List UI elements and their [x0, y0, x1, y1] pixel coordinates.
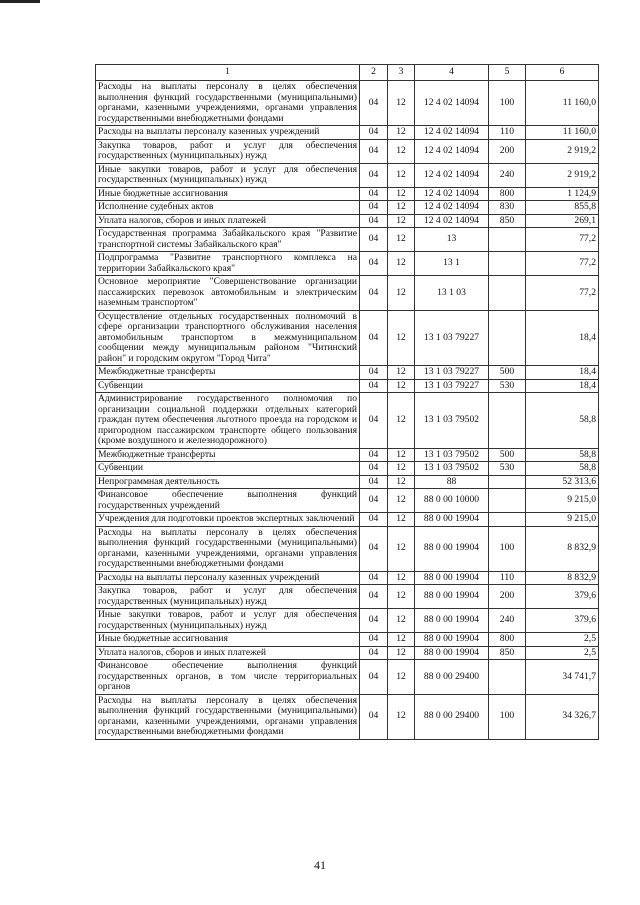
subsection-code-cell: 12 [388, 489, 415, 513]
subsection-code-cell: 12 [388, 694, 415, 739]
target-article-cell: 88 0 00 19904 [415, 571, 489, 585]
expense-type-cell [489, 252, 526, 276]
table-row [96, 633, 599, 647]
column-header: 2 [360, 65, 388, 81]
expense-type-cell: 850 [489, 214, 526, 228]
section-code-cell: 04 [360, 81, 388, 126]
row-name-cell: Иные закупки товаров, работ и услуг для обеспечения государственных (муниципальных) нужд [96, 609, 360, 633]
amount-cell: 52 313,6 [526, 475, 599, 489]
target-article-cell: 88 0 00 19904 [415, 609, 489, 633]
target-article-cell: 88 0 00 10000 [415, 489, 489, 513]
amount-cell: 2 919,2 [526, 139, 599, 163]
section-code-cell: 04 [360, 660, 388, 695]
expense-type-cell: 240 [489, 163, 526, 187]
subsection-code-cell: 12 [388, 187, 415, 201]
target-article-cell: 13 1 03 79502 [415, 448, 489, 462]
target-article-cell: 88 0 00 29400 [415, 694, 489, 739]
column-header: 3 [388, 65, 415, 81]
row-name-cell: Расходы на выплаты персоналу в целях обеспечения выполнения функций государственными (муниципальными) органами, казенными учреждениями, органами управления государственными внебюджетными фондами [96, 526, 360, 571]
amount-cell: 18,4 [526, 310, 599, 366]
row-name-cell: Финансовое обеспечение выполнения функций государственных органов, в том числе территориальных органов [96, 660, 360, 695]
table-row [96, 163, 599, 187]
amount-cell: 855,8 [526, 201, 599, 215]
table-row [96, 139, 599, 163]
table-row [96, 489, 599, 513]
expense-type-cell [489, 660, 526, 695]
subsection-code-cell: 12 [388, 646, 415, 660]
expense-type-cell [489, 310, 526, 366]
expense-type-cell [489, 513, 526, 527]
section-code-cell: 04 [360, 187, 388, 201]
table-row [96, 393, 599, 449]
target-article-cell: 88 0 00 29400 [415, 660, 489, 695]
section-code-cell: 04 [360, 379, 388, 393]
target-article-cell: 12 4 02 14094 [415, 126, 489, 140]
table-row [96, 609, 599, 633]
target-article-cell: 88 0 00 19904 [415, 513, 489, 527]
expense-type-cell: 100 [489, 81, 526, 126]
target-article-cell: 12 4 02 14094 [415, 214, 489, 228]
expense-type-cell: 530 [489, 379, 526, 393]
amount-cell: 269,1 [526, 214, 599, 228]
section-code-cell: 04 [360, 448, 388, 462]
table-row [96, 214, 599, 228]
column-header: 1 [96, 65, 360, 81]
expense-type-cell: 800 [489, 633, 526, 647]
section-code-cell: 04 [360, 585, 388, 609]
amount-cell: 11 160,0 [526, 81, 599, 126]
section-code-cell: 04 [360, 252, 388, 276]
expense-type-cell: 500 [489, 366, 526, 380]
row-name-cell: Администрирование государственного полномочия по организации социальной поддержки отдельных категорий граждан путем обеспечения льготного проезда на городском и пригородном пассажирском транспорте общего пользования (кроме воздушного и железнодорожного) [96, 393, 360, 449]
amount-cell: 77,2 [526, 276, 599, 311]
table-row [96, 252, 599, 276]
row-name-cell: Иные закупки товаров, работ и услуг для обеспечения государственных (муниципальных) нужд [96, 163, 360, 187]
target-article-cell: 12 4 02 14094 [415, 187, 489, 201]
target-article-cell: 88 0 00 19904 [415, 633, 489, 647]
section-code-cell: 04 [360, 694, 388, 739]
expense-type-cell: 830 [489, 201, 526, 215]
table-row [96, 310, 599, 366]
row-name-cell: Иные бюджетные ассигнования [96, 187, 360, 201]
expense-type-cell: 100 [489, 694, 526, 739]
table-row [96, 228, 599, 252]
amount-cell: 8 832,9 [526, 526, 599, 571]
table-row [96, 475, 599, 489]
expense-type-cell: 800 [489, 187, 526, 201]
section-code-cell: 04 [360, 633, 388, 647]
table-row [96, 660, 599, 695]
row-name-cell: Подпрограмма "Развитие транспортного комплекса на территории Забайкальского края" [96, 252, 360, 276]
expense-type-cell: 530 [489, 462, 526, 476]
amount-cell: 77,2 [526, 228, 599, 252]
section-code-cell: 04 [360, 126, 388, 140]
top-edge-mark [0, 0, 40, 3]
table-row [96, 81, 599, 126]
row-name-cell: Расходы на выплаты персоналу в целях обеспечения выполнения функций государственными (муниципальными) органами, казенными учреждениями, органами управления государственными внебюджетными фондами [96, 694, 360, 739]
amount-cell: 11 160,0 [526, 126, 599, 140]
section-code-cell: 04 [360, 214, 388, 228]
row-name-cell: Субвенции [96, 379, 360, 393]
row-name-cell: Расходы на выплаты персоналу в целях обеспечения выполнения функций государственными (муниципальными) органами, казенными учреждениями, органами управления государственными внебюджетными фондами [96, 81, 360, 126]
row-name-cell: Межбюджетные трансферты [96, 366, 360, 380]
target-article-cell: 12 4 02 14094 [415, 139, 489, 163]
row-name-cell: Расходы на выплаты персоналу казенных учреждений [96, 571, 360, 585]
expense-type-cell [489, 228, 526, 252]
amount-cell: 58,8 [526, 448, 599, 462]
column-header: 6 [526, 65, 599, 81]
row-name-cell: Межбюджетные трансферты [96, 448, 360, 462]
section-code-cell: 04 [360, 201, 388, 215]
page-number: 41 [314, 858, 326, 872]
section-code-cell: 04 [360, 646, 388, 660]
amount-cell: 1 124,9 [526, 187, 599, 201]
expense-type-cell: 110 [489, 571, 526, 585]
section-code-cell: 04 [360, 513, 388, 527]
section-code-cell: 04 [360, 489, 388, 513]
section-code-cell: 04 [360, 366, 388, 380]
column-header: 4 [415, 65, 489, 81]
expense-type-cell [489, 276, 526, 311]
expense-type-cell [489, 475, 526, 489]
amount-cell: 9 215,0 [526, 513, 599, 527]
table-row [96, 448, 599, 462]
target-article-cell: 12 4 02 14094 [415, 81, 489, 126]
expense-type-cell [489, 393, 526, 449]
expense-type-cell: 500 [489, 448, 526, 462]
amount-cell: 379,6 [526, 585, 599, 609]
amount-cell: 379,6 [526, 609, 599, 633]
row-name-cell: Учреждения для подготовки проектов экспертных заключений [96, 513, 360, 527]
amount-cell: 2 919,2 [526, 163, 599, 187]
amount-cell: 18,4 [526, 379, 599, 393]
row-name-cell: Уплата налогов, сборов и иных платежей [96, 646, 360, 660]
amount-cell: 9 215,0 [526, 489, 599, 513]
subsection-code-cell: 12 [388, 252, 415, 276]
section-code-cell: 04 [360, 310, 388, 366]
amount-cell: 58,8 [526, 462, 599, 476]
amount-cell: 77,2 [526, 252, 599, 276]
section-code-cell: 04 [360, 163, 388, 187]
table-row [96, 187, 599, 201]
expense-type-cell: 850 [489, 646, 526, 660]
target-article-cell: 13 1 [415, 252, 489, 276]
budget-table [95, 64, 599, 740]
target-article-cell: 13 1 03 79227 [415, 310, 489, 366]
amount-cell: 34 326,7 [526, 694, 599, 739]
section-code-cell: 04 [360, 526, 388, 571]
subsection-code-cell: 12 [388, 633, 415, 647]
section-code-cell: 04 [360, 393, 388, 449]
subsection-code-cell: 12 [388, 228, 415, 252]
table-row [96, 276, 599, 311]
table-row [96, 694, 599, 739]
section-code-cell: 04 [360, 475, 388, 489]
section-code-cell: 04 [360, 276, 388, 311]
expense-type-cell: 200 [489, 139, 526, 163]
table-row [96, 571, 599, 585]
subsection-code-cell: 12 [388, 526, 415, 571]
table-header-row [96, 65, 599, 81]
column-header: 5 [489, 65, 526, 81]
target-article-cell: 13 1 03 79227 [415, 379, 489, 393]
subsection-code-cell: 12 [388, 571, 415, 585]
target-article-cell: 13 [415, 228, 489, 252]
row-name-cell: Основное мероприятие "Совершенствование организации пассажирских перевозок автомобильным и электрическим наземным транспортом" [96, 276, 360, 311]
expense-type-cell: 100 [489, 526, 526, 571]
row-name-cell: Иные бюджетные ассигнования [96, 633, 360, 647]
target-article-cell: 12 4 02 14094 [415, 163, 489, 187]
table-row [96, 646, 599, 660]
amount-cell: 18,4 [526, 366, 599, 380]
section-code-cell: 04 [360, 571, 388, 585]
table-row [96, 526, 599, 571]
subsection-code-cell: 12 [388, 214, 415, 228]
row-name-cell: Исполнение судебных актов [96, 201, 360, 215]
target-article-cell: 88 0 00 19904 [415, 646, 489, 660]
target-article-cell: 88 0 00 19904 [415, 585, 489, 609]
amount-cell: 8 832,9 [526, 571, 599, 585]
subsection-code-cell: 12 [388, 81, 415, 126]
subsection-code-cell: 12 [388, 393, 415, 449]
expense-type-cell: 110 [489, 126, 526, 140]
section-code-cell: 04 [360, 139, 388, 163]
row-name-cell: Субвенции [96, 462, 360, 476]
row-name-cell: Закупка товаров, работ и услуг для обеспечения государственных (муниципальных) нужд [96, 585, 360, 609]
target-article-cell: 88 0 00 19904 [415, 526, 489, 571]
subsection-code-cell: 12 [388, 660, 415, 695]
section-code-cell: 04 [360, 462, 388, 476]
subsection-code-cell: 12 [388, 379, 415, 393]
table-row [96, 585, 599, 609]
expense-type-cell [489, 489, 526, 513]
table-row [96, 126, 599, 140]
subsection-code-cell: 12 [388, 139, 415, 163]
subsection-code-cell: 12 [388, 310, 415, 366]
subsection-code-cell: 12 [388, 276, 415, 311]
expense-type-cell: 240 [489, 609, 526, 633]
row-name-cell: Государственная программа Забайкальского края "Развитие транспортной системы Забайкальского края" [96, 228, 360, 252]
table-row [96, 366, 599, 380]
amount-cell: 2,5 [526, 633, 599, 647]
table-row [96, 513, 599, 527]
target-article-cell: 12 4 02 14094 [415, 201, 489, 215]
target-article-cell: 88 [415, 475, 489, 489]
table-row [96, 201, 599, 215]
row-name-cell: Расходы на выплаты персоналу казенных учреждений [96, 126, 360, 140]
subsection-code-cell: 12 [388, 462, 415, 476]
subsection-code-cell: 12 [388, 126, 415, 140]
subsection-code-cell: 12 [388, 513, 415, 527]
subsection-code-cell: 12 [388, 475, 415, 489]
row-name-cell: Осуществление отдельных государственных полномочий в сфере организации транспортного обслуживания населения автомобильным транспортом в межмуниципальном сообщении между муниципальным районом "Читинский район" и городским округом "Город Чита" [96, 310, 360, 366]
amount-cell: 34 741,7 [526, 660, 599, 695]
row-name-cell: Непрограммная деятельность [96, 475, 360, 489]
target-article-cell: 13 1 03 79502 [415, 393, 489, 449]
section-code-cell: 04 [360, 228, 388, 252]
subsection-code-cell: 12 [388, 609, 415, 633]
row-name-cell: Уплата налогов, сборов и иных платежей [96, 214, 360, 228]
row-name-cell: Закупка товаров, работ и услуг для обеспечения государственных (муниципальных) нужд [96, 139, 360, 163]
subsection-code-cell: 12 [388, 201, 415, 215]
table-row [96, 379, 599, 393]
subsection-code-cell: 12 [388, 366, 415, 380]
expense-type-cell: 200 [489, 585, 526, 609]
table-row [96, 462, 599, 476]
amount-cell: 2,5 [526, 646, 599, 660]
subsection-code-cell: 12 [388, 163, 415, 187]
row-name-cell: Финансовое обеспечение выполнения функций государственных учреждений [96, 489, 360, 513]
target-article-cell: 13 1 03 [415, 276, 489, 311]
target-article-cell: 13 1 03 79502 [415, 462, 489, 476]
target-article-cell: 13 1 03 79227 [415, 366, 489, 380]
subsection-code-cell: 12 [388, 585, 415, 609]
section-code-cell: 04 [360, 609, 388, 633]
amount-cell: 58,8 [526, 393, 599, 449]
subsection-code-cell: 12 [388, 448, 415, 462]
